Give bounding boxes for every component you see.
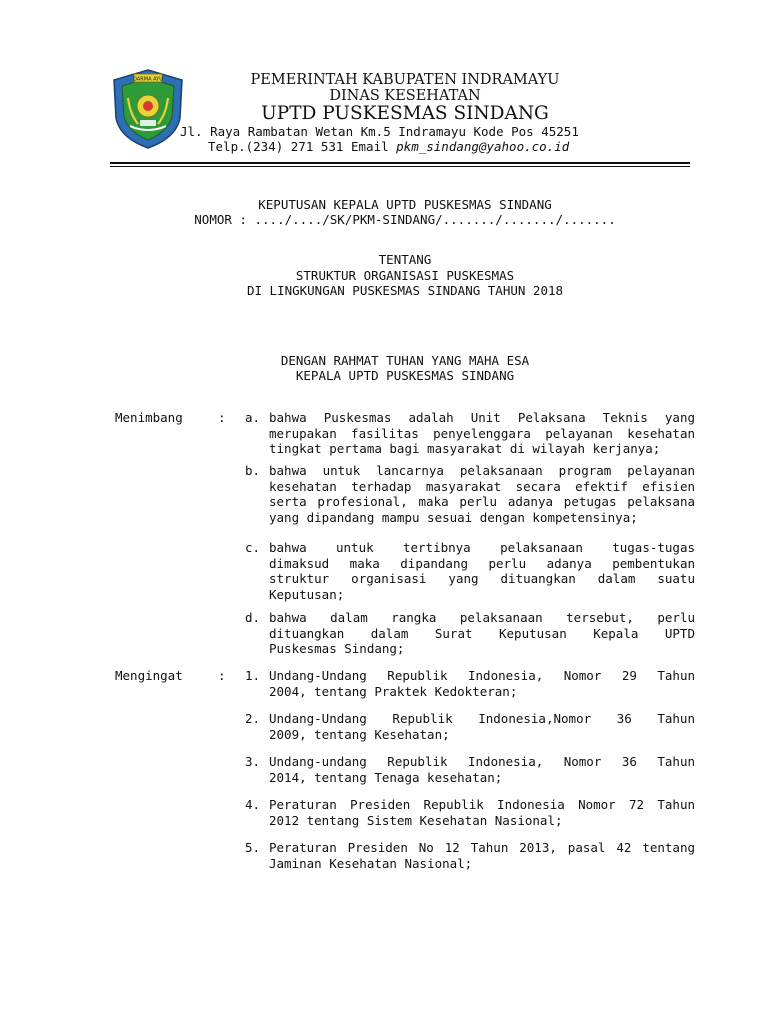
menimbang-text-line: struktur organisasi yang dituangkan dalam suatu	[269, 571, 695, 586]
menimbang-text-line: Puskesmas Sindang;	[269, 641, 405, 656]
mengingat-text-line: 2014, tentang Tenaga kesehatan;	[269, 769, 503, 785]
menimbang-label: Menimbang	[115, 410, 183, 425]
menimbang-text-line: bahwa untuk lancarnya pelaksanaan program pelayanan	[269, 463, 695, 478]
header-rule-thin	[110, 166, 690, 167]
menimbang-text-line: yang dipandang mampu sesuai dengan kompetensinya;	[269, 509, 638, 525]
mengingat-text-line: 2004, tentang Praktek Kedokteran;	[269, 683, 518, 699]
header-address: Jl. Raya Rambatan Wetan Km.5 Indramayu Kode Pos 45251	[180, 124, 579, 139]
menimbang-text-line: bahwa Puskesmas adalah Unit Pelaksana Teknis yang	[269, 410, 695, 425]
mengingat-text-line: Peraturan Presiden No 12 Tahun 2013, pasal 42 tentang	[269, 840, 695, 855]
mengingat-item	[245, 668, 695, 699]
header-contact	[208, 139, 569, 154]
indramayu-emblem-logo	[110, 68, 186, 150]
tentang-heading: TENTANG	[378, 252, 432, 267]
menimbang-item	[245, 410, 695, 457]
menimbang-colon: :	[218, 410, 226, 425]
menimbang-text-line: kesehatan terhadap masyarakat secara efektif efisien	[269, 478, 695, 494]
mengingat-label: Mengingat	[115, 668, 183, 683]
menimbang-text-line: tingkat pertama bagi masyarakat di wilayah kerjanya;	[269, 441, 661, 456]
blessing-line: DENGAN RAHMAT TUHAN YANG MAHA ESA	[280, 353, 530, 368]
header-department: DINAS KESEHATAN	[329, 88, 481, 104]
mengingat-marker: 5.	[245, 840, 261, 855]
decree-number: NOMOR : ..../..../SK/PKM-SINDANG/......./......./.......	[194, 212, 616, 227]
mengingat-item	[245, 754, 695, 785]
mengingat-text-line: Peraturan Presiden Republik Indonesia Nomor 72 Tahun	[269, 797, 695, 812]
mengingat-text-line: Undang-Undang Republik Indonesia, Nomor 29 Tahun	[269, 668, 695, 683]
menimbang-text-line: dituangkan dalam Surat Keputusan Kepala UPTD	[269, 625, 695, 641]
menimbang-text-line: Keputusan;	[269, 586, 345, 602]
mengingat-item	[245, 840, 695, 871]
header-government: PEMERINTAH KABUPATEN INDRAMAYU	[250, 72, 560, 88]
mengingat-item	[245, 797, 695, 828]
header-institution: UPTD PUSKESMAS SINDANG	[261, 103, 549, 124]
head-line: KEPALA UPTD PUSKESMAS SINDANG	[295, 368, 515, 383]
mengingat-marker: 3.	[245, 754, 261, 769]
header-rule-thick	[110, 162, 690, 164]
menimbang-text-line: serta profesional, maka perlu adanya petugas pelaksana	[269, 494, 695, 509]
mengingat-item	[245, 711, 695, 742]
decree-title: KEPUTUSAN KEPALA UPTD PUSKESMAS SINDANG	[258, 197, 552, 212]
menimbang-item	[245, 610, 695, 657]
telp-text: Telp.(234) 271 531 Email	[208, 139, 397, 154]
subject-line-1: STRUKTUR ORGANISASI PUSKESMAS	[295, 268, 515, 283]
mengingat-text-line: Undang-undang Republik Indonesia, Nomor 36 Tahun	[269, 754, 695, 769]
subject-line-2: DI LINGKUNGAN PUSKESMAS SINDANG TAHUN 2018	[246, 283, 564, 298]
mengingat-colon: :	[218, 668, 226, 683]
mengingat-marker: 1.	[245, 668, 261, 683]
mengingat-text-line: Undang-Undang Republik Indonesia,Nomor 36 Tahun	[269, 711, 695, 726]
menimbang-marker: a.	[245, 410, 261, 425]
menimbang-item	[245, 540, 695, 602]
mengingat-marker: 4.	[245, 797, 261, 812]
menimbang-text-line: dimaksud maka dipandang perlu adanya pembentukan	[269, 555, 695, 571]
menimbang-marker: b.	[245, 463, 261, 478]
mengingat-text-line: 2012 tentang Sistem Kesehatan Nasional;	[269, 812, 563, 828]
menimbang-marker: d.	[245, 610, 261, 625]
svg-text:DARMA AYU: DARMA AYU	[133, 76, 163, 83]
menimbang-item	[245, 463, 695, 525]
mengingat-text-line: 2009, tentang Kesehatan;	[269, 726, 450, 742]
mengingat-marker: 2.	[245, 711, 261, 726]
menimbang-text-line: bahwa dalam rangka pelaksanaan tersebut, perlu	[269, 610, 695, 625]
email-text: pkm_sindang@yahoo.co.id	[396, 139, 570, 154]
menimbang-text-line: merupakan fasilitas penyelenggara pelayanan kesehatan	[269, 425, 695, 441]
menimbang-text-line: bahwa untuk tertibnya pelaksanaan tugas-tugas	[269, 540, 695, 555]
mengingat-text-line: Jaminan Kesehatan Nasional;	[269, 855, 473, 871]
menimbang-marker: c.	[245, 540, 261, 555]
